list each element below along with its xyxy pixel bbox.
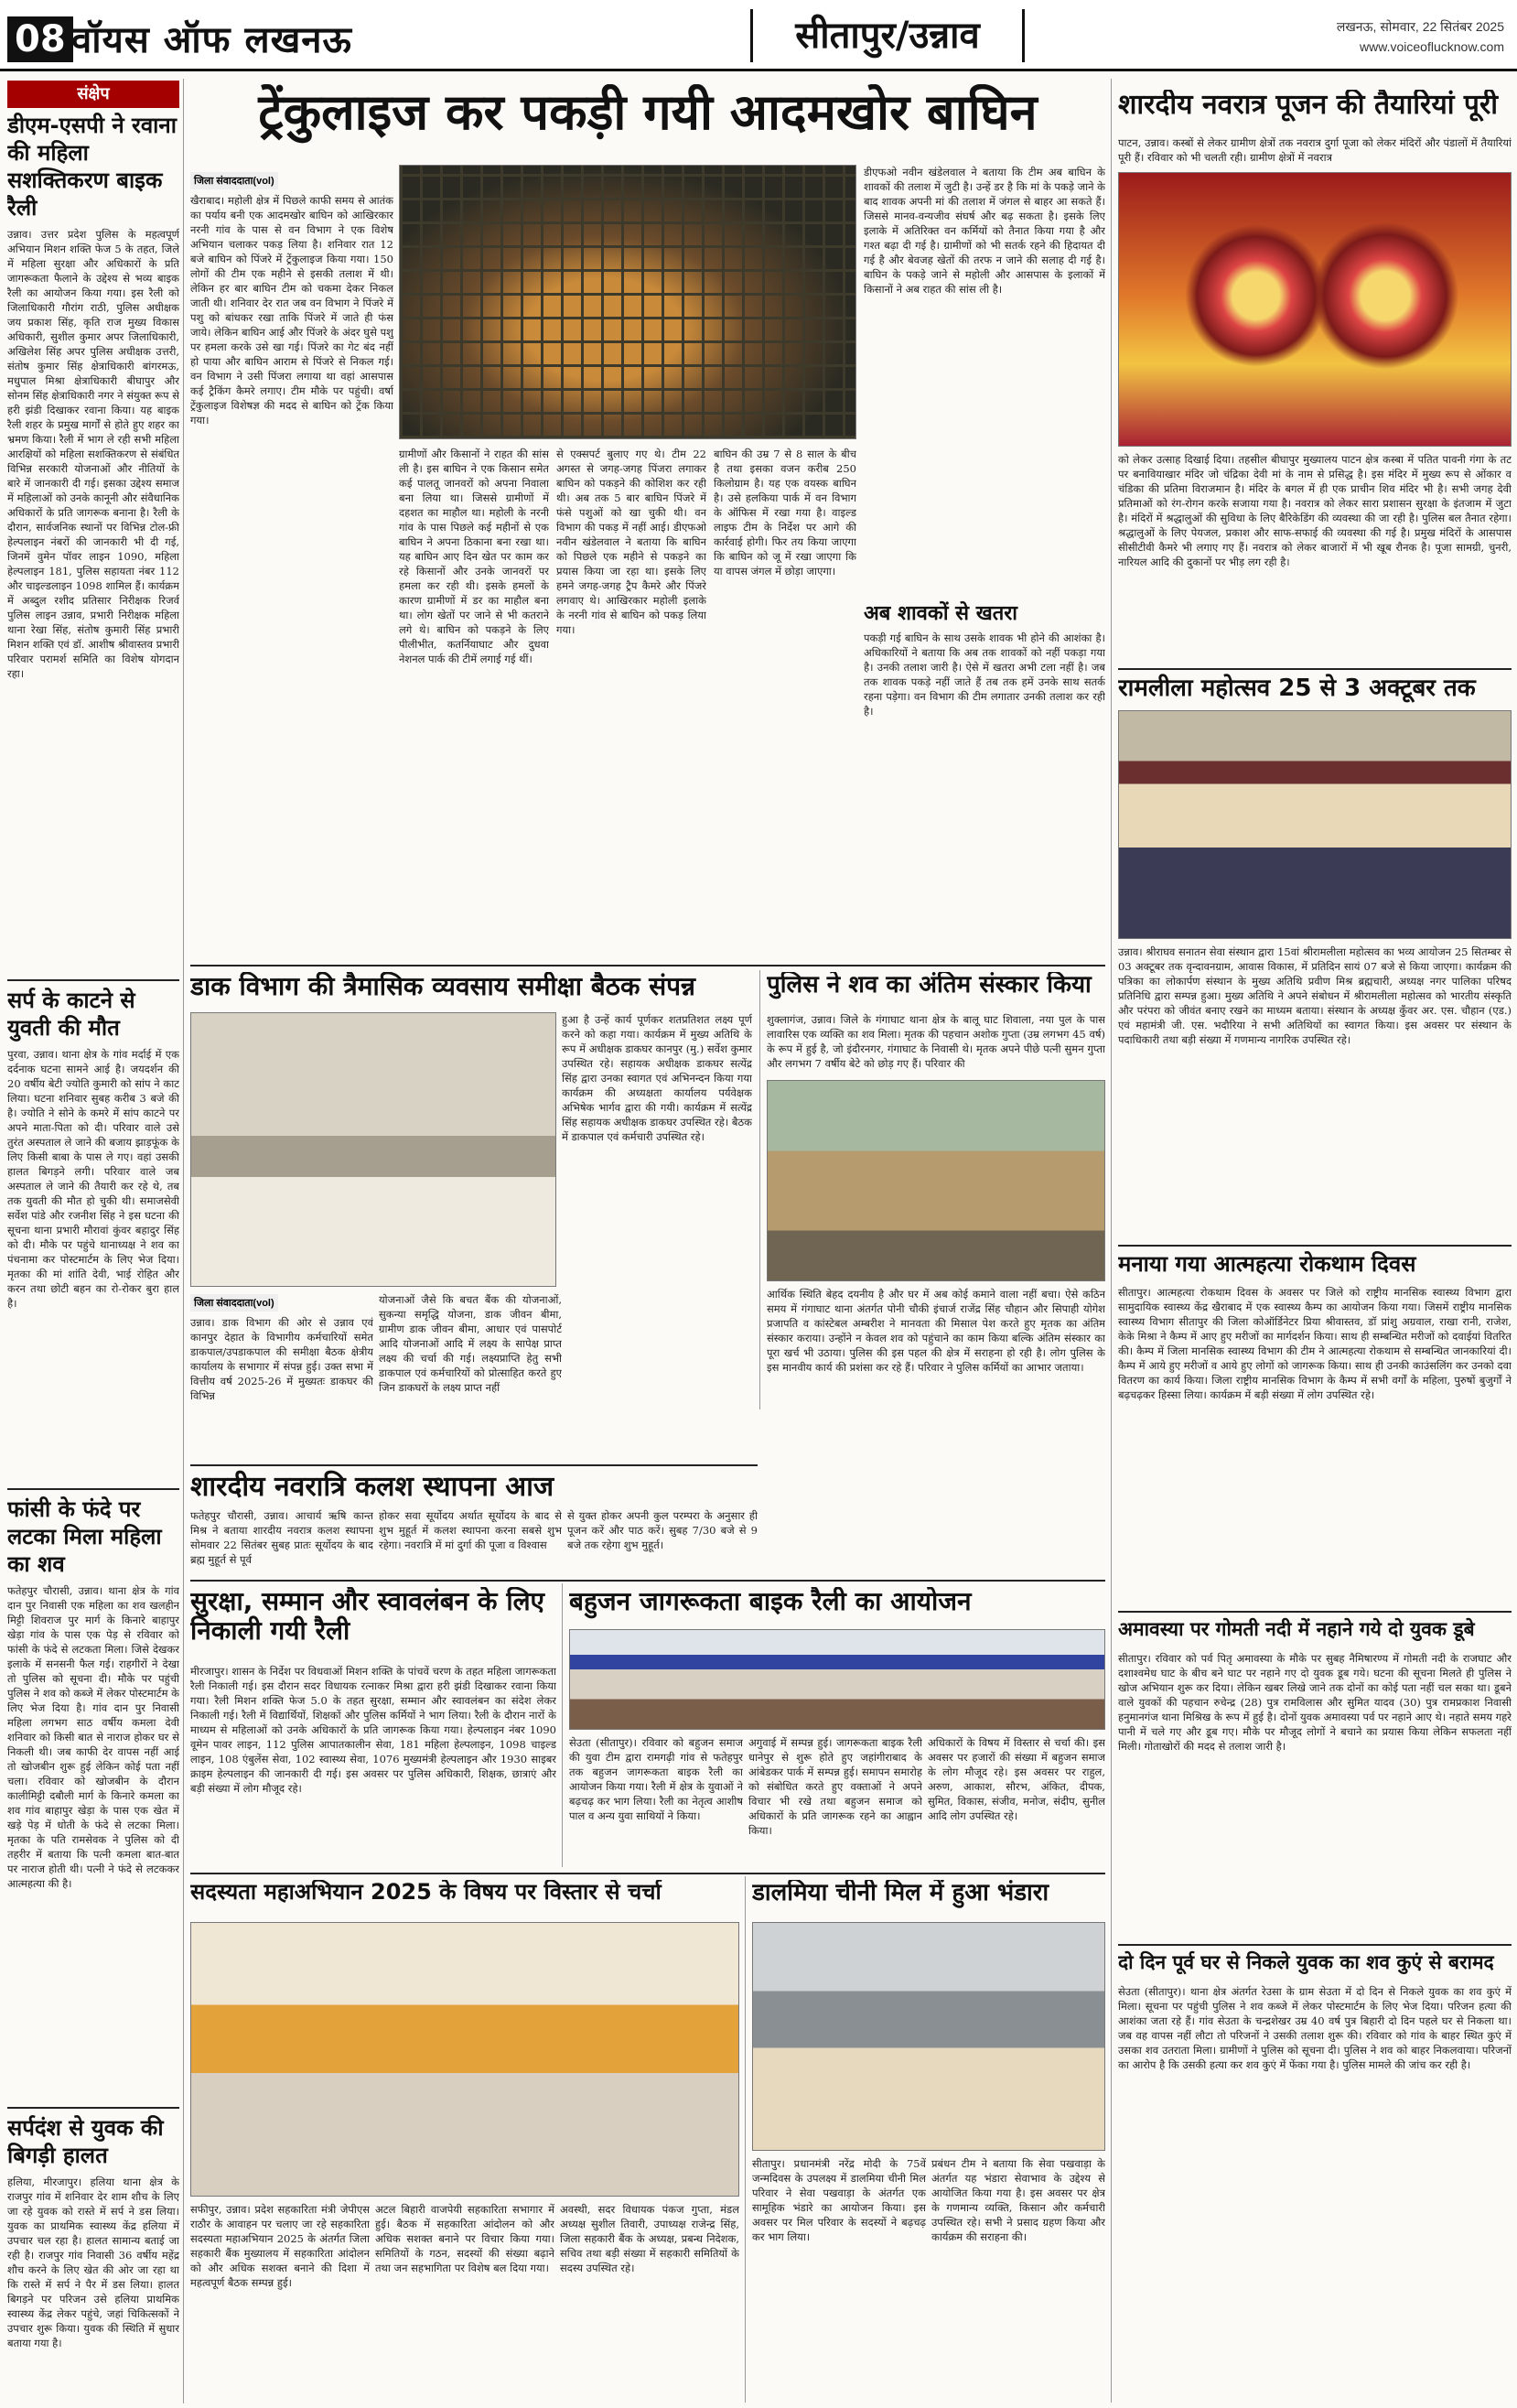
tiger-body-2: ग्रामीणों और किसानों ने राहत की सांस ली है। इस बाघिन ने एक किसान समेत कई पालतू जानवरों को अपना निवाला बना लिया था। जिससे ग्रामीणों में दहशत का माहौल था। महोली के नरनी गांव के पास पिछले कई महीनों से एक बाघिन ने अपना ठिकाना बना रखा था। यह बाघिन आए दिन खेत पर काम कर रहे किसानों और उनके जानवरों पर हमला कर रही थी। इसके हमलों के कारण ग्रामीणों में डर का माहौल बना था। लोग खेतों पर जाने से भी कतराने लगे थे। बाघिन को पकड़ने के लिए पीलीभीत, कतर्नियाघाट और दुधवा नेशनल पार्क की टीमें लगाई गई थीं। [399, 448, 549, 665]
dalmia-headline-box [752, 1880, 1105, 1917]
dak-body-1: उन्नाव। डाक विभाग की ओर से उन्नाव एवं कानपुर देहात के विभागीय कर्मचारियों समेत डाकपाल/उपडाकपाल की समीक्षा बैठक क्षेत्रीय कार्यालय के सभागार में संपन्न हुई। उक्त सभा में वित्तीय वर्ष 2025-26 में मुख्यतः डाकघर की विभिन्न [190, 1316, 373, 1402]
navratri-prep-body: को लेकर उत्साह दिखाई दिया। तहसील बीघापुर मुख्यालय पाटन क्षेत्र कस्बा में पतित पावनी गंगा के तट पर बनावियाखार मंदिर जो चंद्रिका देवी मां के नाम से प्रसिद्ध है। इस मंदिर में मुख्य रूप से ओंकार व चंडिका की प्रतिमा विराजमान है। मंदिर के बगल में ही एक प्राचीन शिव मंदिर भी है। सभी जगह देवी प्रतिमाओं को रंग-रोगन करके सजाया गया है। नवरात्र को लेकर सारा प्रशासन सुरक्षा के इंतजाम में जुटा है। मंदिरों में श्रद्धालुओं की सुविधा के लिए बैरिकेडिंग की व्यवस्था की जा रही है। पुलिस बल तैनात रहेगा। श्रद्धालुओं के लिए पेयजल, प्रकाश और साफ-सफाई की व्यवस्था की गई है। प्रमुख मंदिरों के आसपास सीसीटीवी कैमरे भी लगाए गए हैं। नवरात्र को लेकर बाजारों में भी खूब रौनक है। पूजा सामग्री, चुनरी, नारियल आदि की दुकानों पर भीड़ लग रही है। [1118, 453, 1512, 568]
story-headline: डीएम-एसपी ने रवाना की महिला सशक्तिकरण बाइक रैली [7, 113, 177, 221]
well-headline-box [1118, 1944, 1512, 1981]
bahujan-rally-photo [569, 1629, 1105, 1730]
dalmia-body-1: सीतापुर। प्रधानमंत्री नरेंद्र मोदी के 75वें जन्मदिवस के उपलक्ष्य में डालमिया चीनी मिल परिवार ने सेवा पखवाड़ा के अंतर्गत एक सामूहिक भंडारे का आयोजन किया। इस अवसर पर मिल परिवार के सदस्यों ने बढ़चढ़ कर भाग लिया। [752, 2157, 926, 2243]
sadasyata-headline: सदस्यता महाअभियान 2025 के विषय पर विस्तार से चर्चा [190, 1880, 662, 1905]
story-body: हलिया, मीरजापुर। हलिया थाना क्षेत्र के राजपुर गांव में शनिवार देर शाम शौच के लिए जा रहे युवक को रास्ते में सर्प ने डस लिया। युवक का प्राथमिक स्वास्थ्य केंद्र हलिया में उपचार चल रहा है। हालत सामान्य बताई जा रही है। राजपुर गांव निवासी 36 वर्षीय महेंद्र शौच करने के लिए खेत की ओर जा रहा था कि रास्ते में सर्प ने पैर में डस लिया। हालत बिगड़ने पर परिजन उसे हलिया प्राथमिक स्वास्थ्य केंद्र लेकर पहुंचे, जहां चिकित्सकों ने उपचार शुरू किया। युवक की स्थिति में सुधार बताया गया है। [7, 2176, 179, 2349]
tiger-body-1: खैराबाद। महोली क्षेत्र में पिछले काफी समय से आतंक का पर्याय बनी एक आदमखोर बाघिन को आखिरकार नरनी गांव के पास से वन विभाग ने एक विशेष अभियान चलाकर पकड़ लिया है। शनिवार रात 12 बजे बाघिन को पिंजरे में ट्रेंकुलाइज किया गया। 150 लोगों की टीम एक महीने से इसकी तलाश में थी। लेकिन हर बार बाघिन टीम को चकमा देकर निकल जाती थी। शनिवार देर रात जब वन विभाग ने पिंजरे में पशु को बांधकर रखा ताकि पिंजरे में जाते ही फंस जाये। लेकिन बाघिन आई और पिंजरे के अंदर घुसे पशु पर हमला करके उसे खा गई। पिंजरे का गेट बंद नहीं हो पाया और बाघिन आराम से पिंजरे से निकल गई। वन विभाग ने उसी पिंजरा लगाया था वहां आसपास कई ट्रैकिंग कैमरे लगाए। टीम मौके पर पहुंची। वर्षा ट्रेंकुलाइज विशेषज्ञ की मदद से बाघिन को ट्रेंक किया गया। [190, 194, 393, 427]
atmahatya-body: सीतापुर। आत्महत्या रोकथाम दिवस के अवसर पर जिले को राष्ट्रीय मानसिक स्वास्थ्य विभाग द्वारा सामुदायिक स्वास्थ्य केंद्र खैराबाद में एक स्वास्थ्य कैम्प का आयोजन किया गया। जिसमें राष्ट्रीय मानसिक स्वास्थ्य विभाग सीतापुर की जिला कोऑर्डिनेटर प्रिया श्रीवास्तव, डॉ प्रांशु अग्रवाल, राखा रानी, राजेश, केके मिश्रा ने कैम्प में आए हुए मरीजों का मार्गदर्शन किया। साथ ही सम्बन्धित मरीजों को दवाईयां वितरित की। कैम्प में जिला मानसिक स्वास्थ्य विभाग की टीम ने आत्महत्या रोकथाम से सम्बन्धित जानकारियां दी। कैम्प में आये हुए मरीजों व आये हुए लोगों को जागरूक किया। साथ ही उनकी काउंसलिंग कर उनको दवा वितरण का कार्य किया। जिला राष्ट्रीय मानसिक विभाग के कैम्प में सभी वर्गों के महिला, पुरुषों बुजुर्गों ने बढ़चढ़कर हिस्सा लिया। कार्यक्रम में बड़ी संख्या में लोग उपस्थित रहे। [1118, 1286, 1512, 1401]
dak-body-3: हुआ है उन्हें कार्य पूर्णकर शतप्रतिशत लक्ष्य पूर्ण करने को कहा गया। कार्यक्रम में मुख्य अतिथि के रूप में अधीक्षक डाकघर कानपुर (मु.) सर्वेश कुमार उपस्थित रहे। सहायक अधीक्षक डाकघर सत्येंद्र सिंह द्वारा उनका स्वागत एवं अभिनन्दन किया गया कार्यक्रम की अध्यक्षता कार्यालय पर्यवेक्षक अभिषेक भार्गव द्वारा की गयी। कार्यक्रम में सत्येंद्र सिंह सहायक अधीक्षक डाकघर उपस्थित रहे। बैठक में डाकपाल एवं कर्मचारी उपस्थित रहे। [562, 1013, 752, 1143]
tiger-subhead: अब शावकों से खतरा [864, 602, 1017, 625]
byline: जिला संवाददाता(vol) [190, 172, 278, 189]
issue-date: लखनऊ, सोमवार, 22 सितंबर 2025 [1336, 19, 1504, 34]
newspaper-brand: वॉयस ऑफ लखनऊ [71, 18, 352, 61]
story-headline: सर्प के काटने से युवती की मौत [7, 979, 179, 1042]
sadasyata-body-b [375, 2202, 554, 2402]
website-link[interactable]: www.voiceoflucknow.com [1360, 39, 1504, 54]
atmahatya-headline-box [1118, 1245, 1512, 1281]
kalash-body-a [190, 1508, 373, 1578]
antim-headline: पुलिस ने शव का अंतिम संस्कार किया [767, 972, 1092, 999]
bahujan-headline: बहुजन जागरूकता बाइक रैली का आयोजन [569, 1587, 972, 1616]
navratri-prep-body-box [1118, 452, 1512, 663]
ramleela-body: उन्नाव। श्रीराघव सनातन सेवा संस्थान द्वारा 15वां श्रीरामलीला महोत्सव का भव्य आयोजन 25 सितम्बर से 03 अक्टूबर तक वृन्दावनग्राम, आवास विकास, में प्रतिदिन सायं 07 बजे से किया जाएगा। कार्यक्रम की पत्रिका का लोकार्पण संस्थान के मुख्य अतिथि प्रवीण मिश्र ब्रह्मचारी, अध्यक्ष नगर पालिका परिषद प्रतिनिधि द्वारा सम्पन्न हुआ। मुख्य अतिथि ने अपने संबोधन में श्रीरामलीला महोत्सव को भारतीय संस्कृति और परंपरा को जीवंत बनाए रखने का माध्यम बताया। संस्थान के अध्यक्ष कुँवर अर. एस. चौहान (एड.) एवं महामंत्री जी. एस. भदौरिया ने सभी अतिथियों का स्वागत किया। इस अवसर पर संस्थान के पदाधिकारी तथा बड़ी संख्या में गणमान्य नागरिक उपस्थित रहे। [1118, 945, 1512, 1046]
bahujan-body-3: अधिकारों के विषय में विस्तार से चर्चा की। इस अवसर पर हजारों की संख्या में बहुजन समाज के लोग मौजूद रहे। इस अवसर पर राहुल, अरुण, आकाश, सौरभ, अंकित, दीपक, सुमित, विकास, संजीव, मनोज, संदीप, सुनील आदि लोग उपस्थित रहे। [928, 1736, 1105, 1822]
dak-meeting-photo [190, 1012, 556, 1287]
tiger-body-6: पकड़ी गई बाघिन के साथ उसके शावक भी होने की आशंका है। अधिकारियों ने बताया कि अब तक शावकों को नहीं पकड़ा गया है। उनकी तलाश जारी है। ऐसे में खतरा अभी टला नहीं है। जब तक शावक पकड़े नहीं जाते हैं तब तक हमें उनके साथ सतर्क रहना पड़ेगा। वन विभाग की टीम लगातार उनकी तलाश कर रही है। [864, 632, 1105, 718]
kalash-body-c [567, 1508, 758, 1578]
story-body: उन्नाव। उत्तर प्रदेश पुलिस के महत्वपूर्ण अभियान मिशन शक्ति फेज 5 के तहत, जिले में महिला सुरक्षा और अधिकारों के प्रति जागरूकता फैलाने के उद्देश्य से भव्य बाइक रैली का आयोजन किया गया। इस रैली को जिलाधिकारी गौरांग राठी, पुलिस अधीक्षक जय प्रकाश सिंह, कृति राज मुख्य विकास अधिकारी, सुशील कुमार अपर जिलाधिकारी, अखिलेश सिंह अपर पुलिस अधीक्षक उत्तरी, संतोष कुमार सिंह क्षेत्राधिकारी बांगरमऊ, मधुपाल मिश्रा क्षेत्राधिकारी बीघापुर और सोनम सिंह क्षेत्राधिकारी नगर ने संयुक्त रूप से हरी झंडी दिखाकर रवाना किया। यह बाइक रैली शहर के प्रमुख मार्गों से होते हुए शहर का भ्रमण किया। रैली में भाग ले रही सभी महिला आरक्षियों को महिला सशक्तिकरण से संबंधित विभिन्न सरकारी योजनाओं और नीतियों के बारे में जानकारी दी गई। इसका उद्देश्य समाज में महिलाओं को उनके कानूनी और संवैधानिक अधिकारों के प्रति जागरूक बनाना है। रैली के दौरान, सार्वजनिक स्थानों पर विभिन्न टोल-फ्री हेल्पलाइन नंबरों की जानकारी भी दी गई, जिनमें वुमेन पॉवर लाइन 1090, महिला हेल्पलाइन 181, पुलिस सहायता नंबर 112 और चाइल्डलाइन 1098 शामिल हैं। कार्यक्रम में अब्दुल रशीद प्रतिसार निरीक्षक रिजर्व पुलिस लाइन उन्नाव, प्रभारी निरीक्षक महिला थाना रेखा सिंह, संतोष कुमारी सिंह प्रभारी मिशन शक्ति एवं डॉ. आशीष श्रीवास्तव प्रभारी परिवार परामर्श समिति का विशेष योगदान रहा। [7, 228, 179, 680]
dalmia-body-a [752, 2156, 926, 2402]
tiger-col-5 [864, 447, 1105, 959]
story-body: पुरवा, उन्नाव। थाना क्षेत्र के गांव मर्दाई में एक दर्दनाक घटना सामने आई है। जयदर्शन की 20 वर्षीय बेटी ज्योति कुमारी को सांप ने काट लिया। घटना शनिवार सुबह करीब 3 बजे की है। ज्योति ने सोने के कमरे में सांप काटने पर अपने माता-पिता को दी। परिवार वाले उसे तुरंत अस्पताल ले जाने की बजाय झाड़फूंक के लिए किसी बाबा के पास ले गए। वहां उसकी हालत बिगड़ने लगी। परिवार वाले जब अस्पताल ले जाने की तैयारी कर रहे थे, तब तक युवती की मौत हो चुकी थी। समाजसेवी सर्वेश पांडे और रजनीश सिंह ने इस घटना की सूचना थाना प्रभारी मौरावां कुंवर बहादुर सिंह को दी। मौके पर पहुंचे थानाध्यक्ष ने शव का पंचनामा कर पोस्टमार्टम के लिए भेज दिया। मृतका की मां शांति देवी, भाई रोहित और करन तथा छोटी बहन का रो-रोकर बुरा हाल है। [7, 1048, 179, 1310]
tiger-col-4 [864, 165, 1105, 439]
dalmia-body-2: प्रबंधन टीम ने बताया कि सेवा पखवाड़ा के अंतर्गत यह भंडारा सेवाभाव के उद्देश्य से आयोजित किया गया है। इस अवसर पर क्षेत्र के गणमान्य व्यक्ति, किसान और कर्मचारी उपस्थित रहे। सभी ने प्रसाद ग्रहण किया और कार्यक्रम की सराहना की। [931, 2157, 1105, 2243]
tiger-body-5: डीएफओ नवीन खंडेलवाल ने बताया कि टीम अब बाघिन के शावकों की तलाश में जुटी है। उन्हें डर है कि मां के पकड़े जाने के बाद शावक अपनी मां की तलाश में जंगल से बाहर आ सकते हैं। जिससे मानव-वन्यजीव संघर्ष और बढ़ सकता है। इसके लिए इलाके में अतिरिक्त वन कर्मियों को तैनात किया गया है और गश्त बढ़ा दी गई है। ग्रामीणों को भी सतर्क रहने की हिदायत दी गई है और बेवजह खेतों की तरफ न जाने की सलाह दी गई है। बाघिन के पकड़े जाने से महोली और आसपास के इलाकों में किसानों ने अब राहत की सांस ली है। [864, 166, 1105, 296]
antim-body: आर्थिक स्थिति बेहद दयनीय है और घर में अब कोई कमाने वाला नहीं बचा। ऐसे कठिन समय में गंगाघाट थाना अंतर्गत पोनी चौकी इंचार्ज राजेंद्र सिंह चौहान और सिपाही योगेश प्रजापति व कांस्टेबल अम्बरीश ने मानवता की मिसाल पेश करते हुए मृतक का अंतिम संस्कार कराया। उन्होंने न केवल शव को पहुंचाने का काम किया बल्कि अंतिम संस्कार का पूरा खर्च भी उठाया। पुलिस की इस पहल की क्षेत्र में सराहना हो रही है। लोग पुलिस के इस मानवीय कार्य की प्रशंसा कर रहे हैं। परिवार ने पुलिस कर्मियों का आभार जताया। [767, 1288, 1105, 1374]
sankshep-label: संक्षेप [7, 81, 179, 108]
sadasyata-body-3: अवस्थी, सदर विधायक पंकज गुप्ता, मंडल अध्यक्ष सुशील तिवारी, उपाध्यक्ष राजेन्द्र सिंह, जिला सहकारी बैंक के अध्यक्ष, प्रबन्ध निदेशक, सचिव तथा बड़ी संख्या में सहकारी समितियों के सदस्य उपस्थित रहे। [560, 2203, 739, 2274]
tiger-col-2 [399, 447, 549, 959]
dak-body-box-a [190, 1292, 373, 1457]
story-headline: फांसी के फंदे पर लटका मिला महिला का शव [7, 1488, 179, 1578]
ramleela-headline-box [1118, 668, 1512, 705]
ramleela-stage-photo [1118, 710, 1512, 939]
dak-body-box-c [562, 1012, 752, 1287]
antim-body-top: शुक्लागंज, उन्नाव। जिले के गंगाघाट थाना क्षेत्र के बालू घाट शिवाला, नया पुल के पास लावारिस एक व्यक्ति का शव मिला। मृतक की पहचान अशोक गुप्ता (उम्र लगभग 45 वर्ष) के रूप में हुई है, जो इंदौरनगर, गंगाघाट के निवासी थे। मृतक अपने पीछे पत्नी सुमन गुप्ता और लगभग 7 वर्षीय बेटे को छोड़ गए हैं। परिवार की [767, 1013, 1105, 1070]
kalash-headline-box [190, 1464, 758, 1501]
navratri-prep-headline-box [1118, 90, 1512, 135]
bhandara-photo [752, 1922, 1105, 2151]
kalash-body-2: होकर सवा सूर्योदय अर्थात सूर्योदय के बाद से शुभ मुहूर्त में कलश स्थापना करना सबसे शुभ रहेगा। नवरात्रि में मां दुर्गा की पूजा व विश्वास [379, 1509, 562, 1551]
well-body: सेउता (सीतापुर)। थाना क्षेत्र अंतर्गत रेउसा के ग्राम सेउता में दो दिन से निकले युवक का शव कुएं में मिला। सूचना पर पहुंची पुलिस ने शव कब्जे में लेकर पोस्टमार्टम के लिए भेज दिया। परिजन हत्या की आशंका जता रहे हैं। गांव सेउता के चन्द्रशेखर उम्र 40 वर्ष पुत्र बिहारी दो दिन पहले घर से निकला था। जब वह वापस नहीं लौटा तो परिजनों ने उसकी तलाश शुरू की। रविवार को गांव के बाहर स्थित कुएं में उसका शव उतराता मिला। ग्रामीणों ने पुलिस को सूचना दी। पुलिस ने शव को बाहर निकलवाया। परिजनों का आरोप है कि उसकी हत्या कर शव कुएं में फेंका गया है। पुलिस मामले की जांच कर रही है। [1118, 1985, 1512, 2071]
navratri-prep-headline: शारदीय नवरात्र पूजन की तैयारियां पूरी [1118, 90, 1499, 121]
section-title: सीतापुर/उन्नाव [750, 9, 1025, 62]
byline: जिला संवाददाता(vol) [190, 1294, 278, 1312]
left-column [7, 112, 179, 2400]
tiger-body-4: बाघिन की उम्र 7 से 8 साल के बीच है तथा इसका वजन करीब 250 किलोग्राम है। यह एक वयस्क बाघिन है। उसे हलकिया पार्क में वन विभाग के ऑफिस में रखा गया है। वाइल्ड लाइफ टीम के निर्देश पर आगे की कार्रवाई होगी। फिर तय किया जाएगा कि बाघिन को जू में रखा जाएगा कि या वापस जंगल में छोड़ा जाएगा। [714, 448, 856, 578]
sadasyata-body-c [560, 2202, 739, 2402]
antim-lead-box [767, 1012, 1105, 1076]
suraksha-body-box [190, 1664, 556, 1865]
tiger-cage-photo [399, 165, 856, 439]
sadasyata-hall-photo [190, 1922, 739, 2197]
bahujan-body-2: अगुवाई में सम्पन्न हुई। जागरूकता बाइक रैली धानेपुर से शुरू होते हुए जहांगीराबाद के आंबेडकर पार्क में सम्पन्न हुई। समापन समारोह को संबोधित करते हुए वक्ताओं ने अपने विचार भी रखे तथा बहुजन समाज को अधिकारों के प्रति जागरूक रहने का आह्वान किया। [748, 1736, 922, 1837]
navratri-prep-body-top: पाटन, उन्नाव। कस्बों से लेकर ग्रामीण क्षेत्रों तक नवरात्र दुर्गा पूजा को लेकर मंदिरों और पंडालों में तैयारियां पूरी हैं। रविवार को भी चलती रही। ग्रामीण क्षेत्रों में नवरात्र [1118, 136, 1512, 164]
sadasyata-body-a [190, 2202, 370, 2402]
drowning-body: सीतापुर। रविवार को पर्व पितृ अमावस्या के मौके पर सुबह नैमिषारण्य में गोमती नदी के राजघाट और दशाश्वमेध घाट के बीच बने घाट पर नहाने गए दो युवक डूब गये। घटना की सूचना मिलते ही पुलिस ने खोज अभियान शुरू कर दिया। लेकिन खबर लिखे जाने तक दोनों का कोई पता नहीं चल सका था। डूबने वाले युवकों की पहचान रुचेन्द्र (28) पुत्र रामविलास और सुमित यादव (30) पुत्र रामप्रकाश निवासी हनुमानगंज थाना मिश्रिख के रूप में हुई है। दोनों युवक अमावस्या पर्व पर नहाने आए थे। नहाते समय गहरे पानी में चले गए और डूब गए। मौके पर मौजूद लोगों ने बचाने का प्रयास किया लेकिन सफलता नहीं मिली। गोताखोरों की मदद से तलाश जारी है। [1118, 1652, 1512, 1753]
sadasyata-body-1: सफीपुर, उन्नाव। प्रदेश सहकारिता मंत्री जेपीएस राठौर के आवाहन पर चलाए जा रहे सहकारिता सदस्यता महाअभियान 2025 के अंतर्गत जिला सहकारी बैंक मुख्यालय में सहकारिता आंदोलन को और अधिक सशक्त बनाने की दिशा में महत्वपूर्ण बैठक सम्पन्न हुई। [190, 2203, 370, 2289]
bahujan-body-a [569, 1735, 743, 1867]
tiger-headline: ट्रेंकुलाइज कर पकड़ी गयी आदमखोर बाघिन [258, 84, 1038, 141]
tiger-col-1 [190, 170, 393, 957]
dak-body-box-b [379, 1292, 562, 1457]
antim-headline-box [767, 972, 1105, 1009]
navratri-prep-lead [1118, 135, 1512, 168]
tiger-body-3: से एक्सपर्ट बुलाए गए थे। टीम 22 अगस्त से जगह-जगह पिंजरा लगाकर बाघिन को पकड़ने की कोशिश कर रही थी। अब तक 5 बार बाघिन पिंजरे में फंसे पशुओं को खा चुकी थी। वन विभाग की पकड़ में नहीं आई। डीएफओ नवीन खंडेलवाल ने बताया कि बाघिन को पिछले एक महीने से पकड़ने का प्रयास किया जा रहा था। इसके लिए हमने जगह-जगह ट्रैप कैमरे और पिंजरे लगवाए थे। आखिरकार महोली इलाके के नरनी गांव से बाघिन को पकड़ लिया गया। [556, 448, 706, 636]
story-body: फतेहपुर चौरासी, उन्नाव। थाना क्षेत्र के गांव दान पुर निवासी एक महिला का शव खलहीन मिट्टी शिवराज पुर मार्ग के किनारे बाहापुर खेड़ा गांव के पास एक पेड़ से रविवार को फांसी के फंदे से लटकता मिला। जिसे देखकर इलाके में सनसनी फैल गई। राहगीरों ने देखा तो पुलिस को सूचना दी। मौके पर पहुंची पुलिस ने शव को कब्जे में लेकर पोस्टमार्टम के लिए भेज दिया है। गांव दान पुर निवासी महिला लगभग साठ वर्षीय कमला देवी शनिवार को किसी बात से नाराज होकर घर से निकली थी। जब काफी देर वापस नहीं आई तो खोजबीन शुरू हुई लेकिन कोई पता नहीं चला। रविवार को खोजबीन के दौरान कालीमिट्टी दबौली मार्ग के किनारे कमला का शव गांव बाहापुर खेड़ा के पास एक खेत में खड़े पेड़ में धोती के फंदे से लटका मिला। मृतका के पति रामसेवक ने पुलिस को दी तहरीर में बताया कि पत्नी कमला बात-बात पर नाराज होती थी। पत्नी ने फंदे से लटककर आत्महत्या की है। [7, 1584, 179, 1890]
suraksha-body: मीरजापुर। शासन के निर्देश पर विधवाओं मिशन शक्ति के पांचवें चरण के तहत महिला जागरूकता रैली निकाली गई। इस दौरान सदर विधायक रत्नाकर मिश्रा द्वारा हरी झंडी दिखाकर रवाना किया गया। रैली मिशन शक्ति फेज 5.0 के तहत सुरक्षा, सम्मान और स्वावलंबन का संदेश लेकर निकाली गई। रैली में विद्यार्थियों, शिक्षकों और पुलिस कर्मियों ने भाग लिया। रैली के दौरान नारों के माध्यम से महिलाओं को उनके अधिकारों के प्रति जागरूक किया गया। हेल्पलाइन नंबर 1090 वूमेन पावर लाइन, 112 पुलिस आपातकालीन सेवा, 181 महिला हेल्पलाइन, 1098 चाइल्ड लाइन, 108 एंबुलेंस सेवा, 102 स्वास्थ्य सेवा, 1076 मुख्यमंत्री हेल्पलाइन और 1930 साइबर क्राइम हेल्पलाइन की जानकारी दी गई। इस अवसर पर पुलिस अधिकारी, शिक्षक, छात्राएं और बड़ी संख्या में लोग मौजूद रहे। [190, 1665, 556, 1795]
kalash-body-3: से युक्त होकर अपनी कुल परम्परा के अनुसार ही पूजन करें और पाठ करें। सुबह 7/30 बजे से 9 बजे तक रहेगा शुभ मुहूर्त। [567, 1509, 758, 1551]
kalash-headline: शारदीय नवरात्रि कलश स्थापना आज [190, 1471, 554, 1501]
tiger-headline-box [190, 84, 1105, 157]
drowning-headline-box [1118, 1611, 1512, 1647]
dateline [1337, 16, 1504, 57]
bahujan-body-c [928, 1735, 1105, 1867]
sadasyata-body-2: अटल बिहारी वाजपेयी सहकारिता सभागार में हुई। बैठक में सहकारिता आंदोलन को और अधिक सशक्त बनाने पर विचार किया गया। समितियों के गठन, सदस्यों की संख्या बढ़ाने तथा जन सहभागिता पर विशेष बल दिया गया। [375, 2203, 554, 2274]
atmahatya-headline: मनाया गया आत्महत्या रोकथाम दिवस [1118, 1251, 1416, 1277]
devi-idol-photo [1118, 172, 1512, 447]
police-cremation-photo [767, 1080, 1105, 1281]
ramleela-headline: रामलीला महोत्सव 25 से 3 अक्टूबर तक [1118, 675, 1476, 702]
drowning-body-box [1118, 1651, 1512, 1935]
bahujan-headline-box [569, 1587, 1105, 1624]
suraksha-headline-box [190, 1587, 556, 1660]
atmahatya-body-box [1118, 1285, 1512, 1605]
kalash-body-1: फतेहपुर चौरासी, उन्नाव। आचार्य ऋषि कान्त मिश्र ने बताया शारदीय नवरात्र कलश स्थापना सोमवार 22 सितंबर सुबह प्रातः सूर्योदय के बाद ब्रह्म मुहूर्त से पूर्व [190, 1509, 373, 1566]
antim-body-box [767, 1287, 1105, 1571]
suraksha-headline: सुरक्षा, सम्मान और स्वावलंबन के लिए निकाली गयी रैली [190, 1587, 545, 1647]
bahujan-body-1: सेउता (सीतापुर)। रविवार को बहुजन समाज की युवा टीम द्वारा रामगढ़ी गांव से फतेहपुर तक बहुजन जागरूकता बाइक रैली का आयोजन किया गया। रैली में क्षेत्र के युवाओं ने बढ़चढ़ कर भाग लिया। रैली का नेतृत्व आशीष पाल व अन्य युवा साथियों ने किया। [569, 1736, 743, 1822]
dak-headline-box [190, 972, 758, 1009]
ramleela-body-box [1118, 945, 1512, 1237]
bahujan-body-b [748, 1735, 922, 1867]
dak-body-2: योजनाओं जैसे कि बचत बैंक की योजनाओं, सुकन्या समृद्धि योजना, डाक जीवन बीमा, ग्रामीण डाक जीवन बीमा, आधार एवं पासपोर्ट आदि योजनाओं आदि में लक्ष्य के सापेक्ष प्राप्त लक्ष्य की चर्चा की गई। लक्ष्यप्राप्ति हेतु सभी डाकपाल एवं कर्मचारियों को प्रोत्साहित करते हुए जिन डाकघरों के लक्ष्य प्राप्त नहीं [379, 1293, 562, 1394]
dak-headline: डाक विभाग की त्रैमासिक व्यवसाय समीक्षा बैठक संपन्न [190, 972, 695, 1001]
drowning-headline: अमावस्या पर गोमती नदी में नहाने गये दो युवक डूबे [1118, 1618, 1475, 1640]
well-headline: दो दिन पूर्व घर से निकले युवक का शव कुएं से बरामद [1118, 1951, 1494, 1973]
story-headline: सर्पदंश से युवक की बिगड़ी हालत [7, 2107, 179, 2169]
dalmia-headline: डालमिया चीनी मिल में हुआ भंडारा [752, 1880, 1049, 1906]
tiger-col-3 [556, 447, 706, 959]
kalash-body-b [379, 1508, 562, 1578]
dalmia-body-b [931, 2156, 1105, 2402]
masthead [0, 0, 1517, 71]
well-body-box [1118, 1984, 1512, 2401]
tiger-col-3b [714, 447, 856, 959]
sadasyata-headline-box [190, 1880, 739, 1917]
page-number: 08 [7, 16, 73, 62]
